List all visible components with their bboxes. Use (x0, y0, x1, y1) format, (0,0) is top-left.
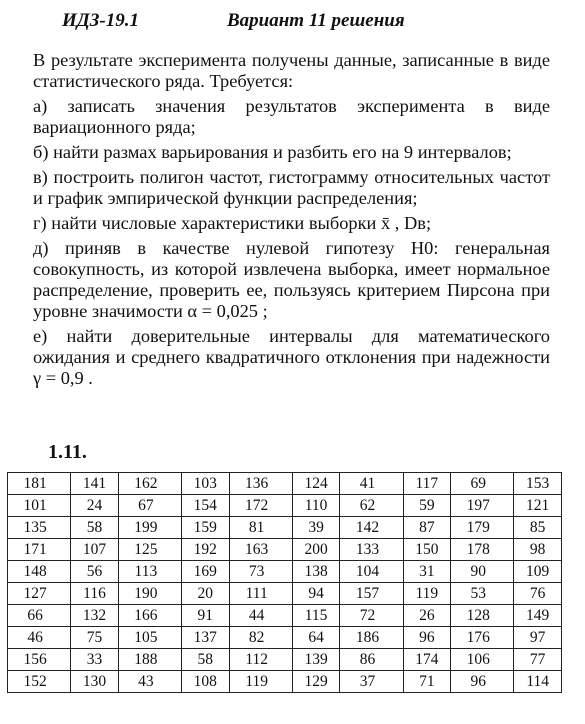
table-row (8, 539, 562, 561)
table-cell: 174 (403, 649, 451, 671)
table-cell: 179 (451, 517, 514, 539)
table-cell: 157 (340, 583, 403, 605)
data-table (7, 472, 562, 693)
table-cell: 53 (451, 583, 514, 605)
table-cell: 121 (514, 495, 562, 517)
table-row (8, 627, 562, 649)
table-cell: 129 (292, 671, 340, 693)
table-cell: 62 (340, 495, 403, 517)
table-cell: 31 (403, 561, 451, 583)
table-row (8, 495, 562, 517)
page-header (62, 10, 542, 34)
table-row (8, 649, 562, 671)
table-cell: 149 (514, 605, 562, 627)
table-cell: 176 (451, 627, 514, 649)
table-cell: 119 (229, 671, 292, 693)
table-cell: 71 (403, 671, 451, 693)
table-cell: 116 (71, 583, 119, 605)
table-cell: 104 (340, 561, 403, 583)
table-cell: 105 (118, 627, 181, 649)
table-cell: 169 (182, 561, 230, 583)
section-number: 1.11. (48, 441, 87, 463)
table-cell: 124 (292, 473, 340, 495)
table-cell: 136 (229, 473, 292, 495)
table-cell: 115 (292, 605, 340, 627)
table-cell: 96 (403, 627, 451, 649)
table-cell: 133 (340, 539, 403, 561)
table-cell: 125 (118, 539, 181, 561)
table-cell: 109 (514, 561, 562, 583)
table-row (8, 605, 562, 627)
table-cell: 37 (340, 671, 403, 693)
table-cell: 199 (118, 517, 181, 539)
table-cell: 119 (403, 583, 451, 605)
table-cell: 103 (182, 473, 230, 495)
table-cell: 188 (118, 649, 181, 671)
table-cell: 98 (514, 539, 562, 561)
table-cell: 152 (8, 671, 71, 693)
table-cell: 58 (71, 517, 119, 539)
table-cell: 85 (514, 517, 562, 539)
table-cell: 200 (292, 539, 340, 561)
table-cell: 114 (514, 671, 562, 693)
table-cell: 94 (292, 583, 340, 605)
table-cell: 112 (229, 649, 292, 671)
table-cell: 142 (340, 517, 403, 539)
table-cell: 73 (229, 561, 292, 583)
table-cell: 24 (71, 495, 119, 517)
table-cell: 130 (71, 671, 119, 693)
table-row (8, 561, 562, 583)
table-cell: 69 (451, 473, 514, 495)
table-cell: 87 (403, 517, 451, 539)
variant-title: Вариант 11 решения (227, 10, 405, 31)
task-item-c: в) построить полигон частот, гистограмму относительных частот и график эмпирической функции распределения; (33, 167, 550, 208)
table-cell: 117 (403, 473, 451, 495)
table-cell: 46 (8, 627, 71, 649)
task-item-f: е) найти доверительные интервалы для математического ожидания и среднего квадратичного отклонения при надежности γ = 0,9 . (33, 326, 550, 388)
table-cell: 39 (292, 517, 340, 539)
task-description (33, 50, 550, 393)
table-cell: 41 (340, 473, 403, 495)
table-cell: 72 (340, 605, 403, 627)
table-cell: 58 (182, 649, 230, 671)
table-cell: 153 (514, 473, 562, 495)
table-cell: 132 (71, 605, 119, 627)
table-cell: 181 (8, 473, 71, 495)
table-cell: 172 (229, 495, 292, 517)
table-cell: 90 (451, 561, 514, 583)
table-cell: 139 (292, 649, 340, 671)
table-cell: 171 (8, 539, 71, 561)
table-cell: 192 (182, 539, 230, 561)
table-cell: 108 (182, 671, 230, 693)
table-cell: 43 (118, 671, 181, 693)
table-cell: 197 (451, 495, 514, 517)
table-cell: 33 (71, 649, 119, 671)
table-cell: 96 (451, 671, 514, 693)
table-cell: 148 (8, 561, 71, 583)
table-cell: 44 (229, 605, 292, 627)
table-cell: 110 (292, 495, 340, 517)
table-cell: 26 (403, 605, 451, 627)
table-cell: 113 (118, 561, 181, 583)
table-cell: 127 (8, 583, 71, 605)
table-cell: 159 (182, 517, 230, 539)
task-item-b: б) найти размах варьирования и разбить его на 9 интервалов; (33, 142, 512, 162)
table-cell: 178 (451, 539, 514, 561)
task-item-e: д) приняв в качестве нулевой гипотезу H0: генеральная совокупность, из которой извлечена выборка, имеет нормальное распределение, проверить ее, пользуясь критерием Пирсона при уровне значимости α = 0,025 ; (33, 238, 550, 321)
table-cell: 166 (118, 605, 181, 627)
table-cell: 67 (118, 495, 181, 517)
table-cell: 162 (118, 473, 181, 495)
table-cell: 150 (403, 539, 451, 561)
table-cell: 20 (182, 583, 230, 605)
table-cell: 137 (182, 627, 230, 649)
table-cell: 156 (8, 649, 71, 671)
table-row (8, 671, 562, 693)
table-cell: 59 (403, 495, 451, 517)
table-cell: 75 (71, 627, 119, 649)
table-cell: 186 (340, 627, 403, 649)
table-row (8, 473, 562, 495)
table-cell: 138 (292, 561, 340, 583)
table-cell: 91 (182, 605, 230, 627)
table-cell: 141 (71, 473, 119, 495)
intro-paragraph: В результате эксперимента получены данные, записанные в виде статистического ряда. Требуется: (33, 50, 550, 91)
task-item-d: г) найти числовые характеристики выборки x̄ , Dв; (33, 213, 432, 233)
table-cell: 154 (182, 495, 230, 517)
table-cell: 56 (71, 561, 119, 583)
table-cell: 86 (340, 649, 403, 671)
assignment-id: ИДЗ-19.1 (62, 10, 140, 31)
table-cell: 135 (8, 517, 71, 539)
table-cell: 101 (8, 495, 71, 517)
table-cell: 77 (514, 649, 562, 671)
table-cell: 128 (451, 605, 514, 627)
table-cell: 82 (229, 627, 292, 649)
table-row (8, 583, 562, 605)
table-cell: 107 (71, 539, 119, 561)
table-cell: 163 (229, 539, 292, 561)
table-cell: 106 (451, 649, 514, 671)
table-cell: 81 (229, 517, 292, 539)
table-cell: 97 (514, 627, 562, 649)
table-cell: 64 (292, 627, 340, 649)
table-cell: 190 (118, 583, 181, 605)
task-item-a: а) записать значения результатов эксперимента в виде вариационного ряда; (33, 96, 550, 137)
table-cell: 111 (229, 583, 292, 605)
table-cell: 76 (514, 583, 562, 605)
table-cell: 66 (8, 605, 71, 627)
table-row (8, 517, 562, 539)
